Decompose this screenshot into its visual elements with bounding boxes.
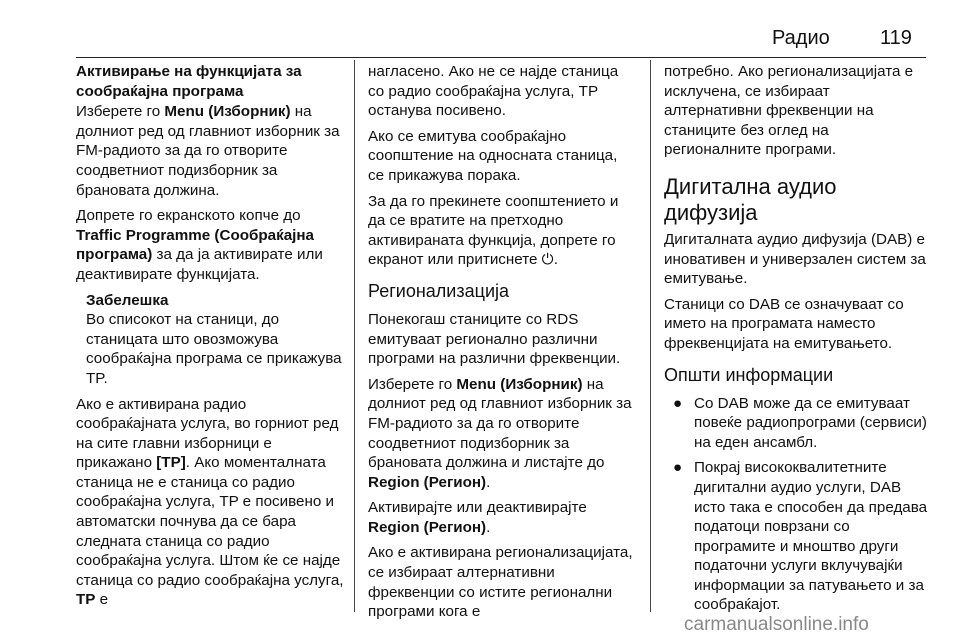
paragraph-tp-status: Ако е активирана радио сообраќајната услуга, во горниот ред на сите главни изборници е прикажано [TP]. Ако моменталната станица не е станица со радио сообраќајна услуга, TP е посивено и автоматски почнува да се бара следната станица со радио сообраќајна услуга. Штом ќе се најде станица со радио сообраќајна услуга, TP е [76,395,344,609]
paragraph-region-off: потребно. Ако регионализацијата е исклучена, се избираат алтернативни фреквенции на станиците без оглед на регионалните програми. [664,63,914,159]
page-title: Радио [772,27,830,49]
note-title: Забелешка [86,291,169,309]
paragraph-region-active: Ако е активирана регионализацијата, се избираат алтернативни фреквенции со иститe регионални програми кога е [368,544,633,621]
paragraph-dab-intro: Дигиталната аудио дифузија (DAB) е иновативен и универзален систем за емитување. [664,230,926,288]
paragraph-rds: Понекогаш станиците со RDS емитуваат регионално различни програми на различни фреквенции. [368,310,621,368]
traffic-programme-reference: Traffic Programme (Сообраќајна програма) [76,226,314,264]
region-reference: Region (Регион) [368,518,487,536]
note-text: Во списокот на станици, до станицата што овозможува сообраќајна програма се прикажува TP. [86,311,342,387]
paragraph-dab-stations: Станици со DAB се означуваат со името на програмата наместо фреквенцијата на емитувањето. [664,295,904,352]
column-3 [664,62,930,621]
paragraph-interrupt: За да го прекинете соопштението и да се вратите на претходно активираната функција, допрете го екранот или притиснете ⏻. [368,192,619,269]
tp-reference: TP [76,591,96,609]
paragraph-announcement: Ако се емитува сообраќајно соопштение на односната станица, се прикажува порака. [368,127,618,184]
column-divider-2 [650,60,651,612]
watermark: carmanualsonline.info [684,614,869,635]
menu-reference: Menu (Изборник) [164,103,291,121]
paragraph-region-menu: Изберете го Menu (Изборник) на долниот ред од главниот изборник за FM-радиото за да го отворите соодветниот подизборник за брановата должина и листајте до Region (Регион). [368,375,632,491]
paragraph-region-toggle: Активирајте или деактивирајте Region (Регион). [368,499,587,536]
bullet-icon: ● [673,394,683,412]
bullet-icon: ● [673,459,683,477]
section-general-info: Општи информации [664,364,834,385]
list-item: ● Со DAB може да се емитуваат повеќе радиопрограми (сервиси) на еден ансамбл. [673,394,927,451]
page-number: 119 [880,27,912,49]
list-item: ● Покрај висококвалитетните дигитални аудио услуги, DAB исто така е способен да предава податоци поврзани со програмите и мноштво други податочни услуги вклучувајќи информации за патувањето и за сообраќајот. [673,459,928,614]
column-divider-1 [354,60,355,612]
note-box [86,291,348,389]
heading-traffic-programme: Активирање на функцијата за сообраќајна програма [76,63,302,100]
header-rule [76,57,926,58]
paragraph-tp-highlight: нагласено. Ако не се најде станица со радио сообраќајна услуга, TP останува посивено. [368,63,619,120]
paragraph-traffic-toggle: Допрете го екранското копче до Traffic Programme (Сообраќајна програма) за да ја активирате или деактивирате функцијата. [76,207,323,283]
column-2 [368,62,636,628]
section-regionalisation: Регионализација [368,280,510,301]
tp-indicator-reference: [TP] [156,454,186,472]
bullet-list [664,394,930,616]
region-reference: Region (Регион) [368,473,487,491]
paragraph-menu-select: Изберете го Menu (Изборник) на долниот ред од главниот изборник за FM-радиото за да го отворите соодветниот подизборник за брановата должина. [76,103,340,199]
column-1 [76,62,348,616]
heading-dab: Дигитална аудио дифузија [664,173,837,225]
menu-reference: Menu (Изборник) [456,375,583,393]
page-header [0,27,960,57]
